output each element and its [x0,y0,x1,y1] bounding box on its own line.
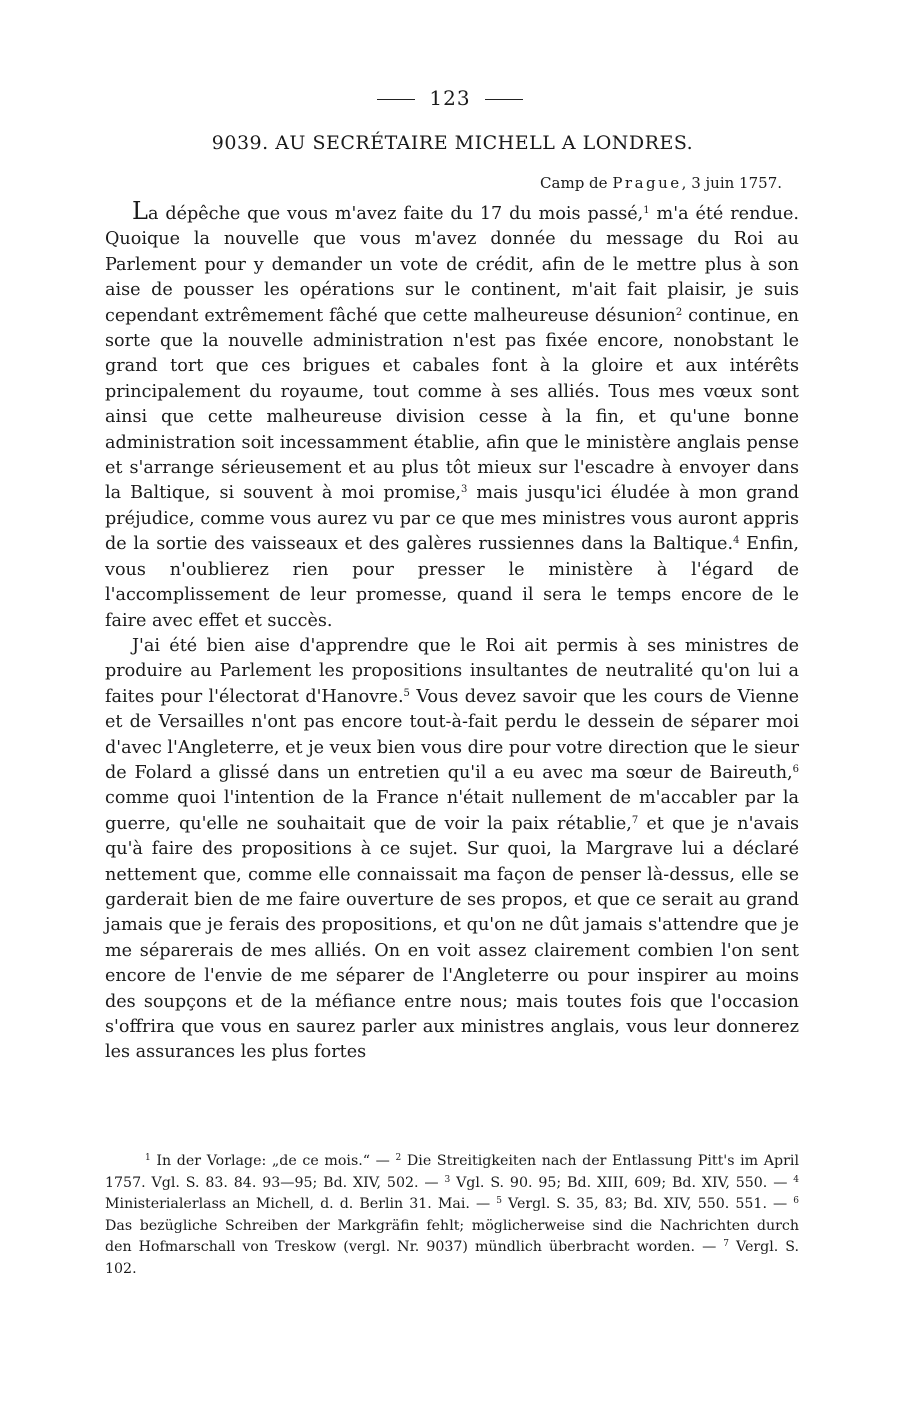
paragraph-text: Enfin, vous n'oublierez rien pour presser le ministère à l'égard de l'accomplissement de leur promesse, quand il sera le temps encore de le faire avec effet et succès. [105,534,799,631]
dateline-place-prefix: Camp de [540,174,613,192]
footnote-text: Vergl. S. 102. [105,1239,799,1277]
paragraph-text: J'ai été bien aise d'apprendre que le Roi ait permis à ses ministres de produire au Parlement les propositions insultantes de neutralité qu'on lui a faites pour l'électorat d'Hanovre. [105,635,799,707]
footnote-marker: 4 [793,1174,799,1185]
footnote-ref: 6 [792,763,799,775]
footnote-marker: 6 [793,1196,800,1207]
footnote-text: Das bezügliche Schreiben der Markgräfin fehlt; möglicherweise sind die Nachrichten durch den Hofmarschall von Treskow (vergl. Nr. 9037) mündlich überbracht worden. — [105,1217,799,1256]
paragraph-text: et que je n'avais qu'à faire des propositions à ce sujet. Sur quoi, la Margrave lui a déclaré nettement que, comme elle connaissait ma façon de penser là-dessus, elle se garderait bien de me faire ouverture de ses propos, et que ce serait au grand jamais que je ferais des propositions, et qu'on ne dût jamais s'attendre que je me séparerais de mes alliés. On en voit assez clairement combien l'on sent encore de l'envie de me séparer de l'Angleterre ou pour inspirer au moins des soupçons et de la méfiance entre nous; mais toutes fois que l'occasion s'offrira que vous en saurez parler aux ministres anglais, vous leur donnerez les assurances les plus fortes [105,813,799,1063]
footnote-text: Vgl. S. 90. 95; Bd. XIII, 609; Bd. XIV, 550. — [450,1174,794,1191]
footnote-text: Ministerialerlass an Michell, d. d. Berlin 31. Mai. — [105,1196,497,1213]
footnote-marker: 2 [395,1153,402,1163]
page-number: 123 [429,86,471,110]
rule-right [485,99,523,100]
initial-letter: L [132,197,148,225]
footnotes [105,1151,799,1281]
footnote-marker: 5 [496,1196,502,1207]
footnote-marker: 1 [145,1153,151,1163]
paragraph-text: continue, en sorte que la nouvelle administration n'est pas fixée encore, nonobstant le grand tort que ces brigues et cabales font à la gloire et aux intérêts principalement du royaume, tout comme à ses alliés. Tous mes vœux sont ainsi que cette malheureuse division cesse à la fin, et qu'une bonne administration soit incessamment établie, afin que le ministère anglais pense et s'arrange sérieusement et au plus tôt mieux sur l'escadre à envoyer dans la Baltique, si souvent à moi promise, [105,305,799,504]
letter-body [105,199,799,1066]
dateline-date: , 3 juin 1757. [681,174,782,192]
dateline [540,174,782,192]
footnote-ref: 2 [675,306,683,318]
footnote-text: Die Streitigkeiten nach der Entlassung Pitt's im April 1757. Vgl. S. 83. 84. 93—95; Bd. XIV, 502. — [105,1153,799,1191]
paragraph-text: mais jusqu'ici éludée à mon grand préjudice, comme vous aurez vu par ce que mes ministres vous auront appris de la sortie des vaisseaux et des galères russiennes dans la Baltique. [105,483,800,555]
paragraph-text: comme quoi l'intention de la France n'était nullement de m'accabler par la guerre, qu'elle ne souhaitait que de voir la paix rétablie, [105,788,799,834]
footnote-ref: 5 [403,687,410,699]
footnote-ref: 7 [631,814,639,826]
footnote-ref: 3 [460,484,468,496]
paragraph-1 [105,199,799,634]
page-number-line [0,86,900,110]
dateline-place: Prague [612,174,682,192]
footnote-text: Vergl. S. 35, 83; Bd. XIV, 550. 551. — [501,1196,794,1213]
paragraph-2 [105,634,799,1066]
footnote-marker: 3 [444,1174,451,1185]
footnote-ref: 1 [643,205,650,216]
letter-title: 9039. AU SECRÉTAIRE MICHELL A LONDRES. [211,132,694,154]
footnote-marker: 7 [723,1239,729,1250]
rule-left [377,99,415,100]
paragraph-text: Vous devez savoir que les cours de Vienne et de Versailles n'ont pas encore tout-à-fait perdu le dessein de séparer moi d'avec l'Angleterre, et je veux bien vous dire pour votre direction que le sieur de Folard a glissé dans un entretien qu'il a eu avec ma sœur de Baireuth, [105,686,800,783]
footnote-text: In der Vorlage: „de ce mois.“ — [150,1153,396,1169]
paragraph-text: m'a été rendue. Quoique la nouvelle que vous m'avez donnée du message du Roi au Parlement pour y demander un vote de crédit, afin de le mettre plus à son aise de pousser les opérations sur le continent, m'ait fait plaisir, je suis cependant extrêmement fâché que cette malheureuse désunion [105,204,799,326]
footnote-block [105,1151,799,1281]
footnote-ref: 4 [733,535,740,547]
paragraph-text: a dépêche que vous m'avez faite du 17 du mois passé, [147,204,644,224]
